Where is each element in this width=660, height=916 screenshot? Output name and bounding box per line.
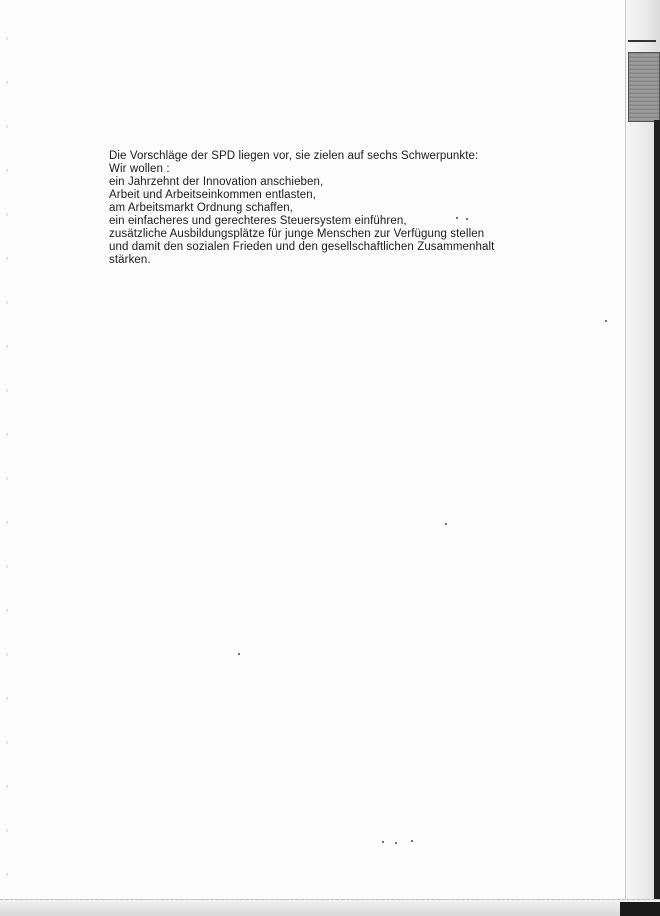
- scan-mark: [628, 40, 656, 42]
- scan-gray-tab: [628, 52, 660, 122]
- goal-line: stärken.: [109, 254, 151, 266]
- scan-speck: [382, 841, 384, 843]
- goal-line: am Arbeitsmarkt Ordnung schaffen,: [109, 202, 293, 214]
- scan-dark-bar: [654, 120, 660, 916]
- scan-speck: [395, 842, 397, 844]
- goal-line: und damit den sozialen Frieden und den gesellschaftlichen Zusammenhalt: [109, 241, 495, 253]
- goal-line: zusätzliche Ausbildungsplätze für junge Menschen zur Verfügung stellen: [109, 228, 485, 240]
- goal-line: ein Jahrzehnt der Innovation anschieben,: [109, 176, 324, 188]
- goal-line: ein einfacheres und gerechteres Steuersystem einführen,: [109, 215, 407, 227]
- goals-list: [109, 176, 549, 267]
- intro-paragraph: Die Vorschläge der SPD liegen vor, sie zielen auf sechs Schwerpunkte:: [109, 150, 479, 162]
- scan-bottom-edge: [0, 899, 660, 916]
- scan-left-edge: [6, 0, 8, 916]
- scan-speck: [445, 523, 447, 525]
- scan-speck: [411, 840, 413, 842]
- scan-speck: [238, 653, 240, 655]
- scan-right-edge: [625, 0, 660, 916]
- document-body: [109, 150, 549, 267]
- scan-corner: [620, 902, 660, 916]
- scan-speck: [605, 320, 607, 322]
- goal-line: Arbeit und Arbeitseinkommen entlasten,: [109, 189, 317, 201]
- lead-line: Wir wollen :: [109, 163, 170, 175]
